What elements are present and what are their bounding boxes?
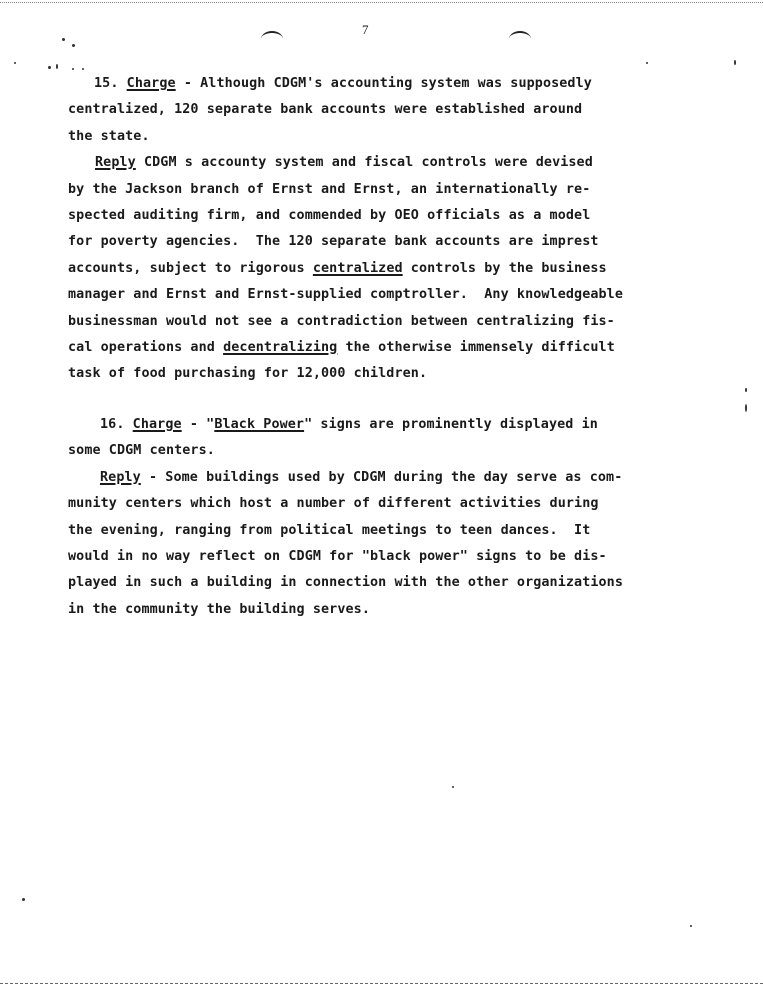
scan-speck: [72, 68, 74, 70]
charge-text: - ": [181, 417, 215, 432]
reply-text: accounts, subject to rigorous: [68, 260, 313, 276]
underlined-word: decentralizing: [223, 339, 338, 355]
reply-text: - Some buildings used by CDGM during the day serve as com-: [140, 469, 623, 485]
underlined-phrase: Black Power: [214, 417, 305, 432]
charge-label: Charge: [126, 76, 176, 91]
bottom-border: [0, 983, 763, 984]
reply-line: would in no way reflect on CDGM for "black power" signs to be dis-: [68, 548, 607, 564]
scan-speck: [452, 786, 454, 788]
scan-speck: [56, 64, 58, 69]
page-mark-left: [261, 31, 283, 47]
reply-line: businessman would not see a contradiction between centralizing fis-: [68, 313, 615, 329]
reply-line: in the community the building serves.: [68, 601, 370, 617]
scan-speck: [646, 62, 648, 64]
top-border: [0, 2, 763, 3]
page-number: 7: [362, 22, 369, 37]
scan-speck: [745, 388, 747, 392]
page-mark-right: [509, 31, 531, 47]
reply-line: spected auditing firm, and commended by OEO officials as a model: [68, 207, 591, 223]
charge-label: Charge: [132, 417, 182, 432]
reply-text: the otherwise immensely difficult: [337, 339, 615, 355]
reply-line: [68, 465, 718, 491]
reply-label: Reply: [95, 155, 136, 171]
reply-line: [68, 256, 718, 282]
charge-line: the state.: [68, 128, 150, 144]
reply-text: controls by the business: [402, 260, 607, 276]
reply-text: CDGM s accounty system and fiscal controls were devised: [135, 155, 593, 171]
charge-line: some CDGM centers.: [68, 443, 215, 459]
scan-speck: [734, 60, 736, 65]
scan-speck: [62, 38, 65, 41]
reply-line: manager and Ernst and Ernst-supplied comptroller. Any knowledgeable: [68, 287, 624, 303]
charge-text: " signs are prominently displayed in: [304, 417, 598, 432]
reply-line: [68, 335, 718, 361]
scan-speck: [82, 68, 84, 70]
item-number: 15.: [94, 76, 119, 91]
reply-label: Reply: [100, 469, 141, 485]
scan-speck: [690, 925, 692, 927]
reply-line: by the Jackson branch of Ernst and Ernst, an internationally re-: [68, 181, 591, 197]
reply-line: [68, 150, 718, 176]
scan-speck: [48, 66, 51, 69]
item-number: 16.: [100, 417, 125, 432]
scan-speck: [14, 62, 16, 64]
reply-line: munity centers which host a number of different activities during: [68, 496, 599, 512]
reply-line: for poverty agencies. The 120 separate bank accounts are imprest: [68, 234, 599, 250]
reply-line: task of food purchasing for 12,000 children.: [68, 366, 428, 382]
charge-line: centralized, 120 separate bank accounts were established around: [68, 102, 583, 118]
scan-speck: [72, 44, 75, 47]
charge-line: [68, 412, 718, 438]
item-15: [68, 71, 718, 388]
charge-text: - Although CDGM's accounting system was supposedly: [175, 76, 592, 91]
item-16: [68, 412, 718, 623]
reply-line: played in such a building in connection with the other organizations: [68, 575, 624, 591]
underlined-word: centralized: [312, 260, 403, 276]
charge-line: [68, 71, 718, 97]
scan-speck: [745, 404, 747, 412]
reply-line: the evening, ranging from political meetings to teen dances. It: [68, 522, 591, 538]
scan-speck: [22, 898, 25, 901]
reply-text: cal operations and: [68, 339, 224, 355]
